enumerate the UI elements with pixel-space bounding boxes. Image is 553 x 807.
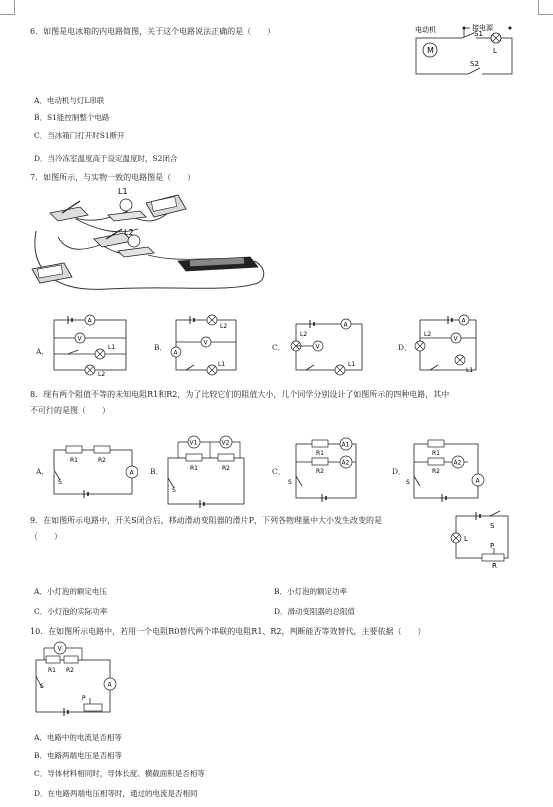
svg-text:L1: L1 bbox=[118, 187, 128, 196]
q8-stem-line2: 不可行的是图（ ） bbox=[30, 406, 110, 415]
svg-text:L2: L2 bbox=[124, 228, 134, 237]
q8-option-c-circuit[interactable] bbox=[284, 436, 368, 504]
q10-option-a[interactable]: A．电路中的电流是否相等 bbox=[34, 733, 122, 742]
q9-stem-line1: 9．在如图所示电路中，开关S闭合后，移动滑动变阻器的滑片P，下列各物理量中大小发生改变的是 bbox=[30, 516, 382, 525]
q8-option-b-circuit[interactable] bbox=[160, 432, 250, 508]
switch-icon bbox=[490, 511, 500, 516]
svg-text:A1: A1 bbox=[341, 441, 350, 449]
source-caption: 接电源 bbox=[472, 24, 493, 32]
svg-text:V: V bbox=[57, 645, 62, 653]
q7-option-a-circuit[interactable] bbox=[50, 312, 132, 376]
svg-text:A2: A2 bbox=[341, 459, 350, 467]
q7-option-d-letter[interactable]: D． bbox=[398, 343, 412, 352]
q9-option-b[interactable]: B．小灯泡的额定功率 bbox=[274, 587, 348, 596]
q8-option-d-circuit[interactable] bbox=[404, 436, 490, 504]
q10-figure-circuit bbox=[30, 636, 120, 720]
svg-text:V: V bbox=[315, 343, 320, 351]
svg-text:P: P bbox=[490, 542, 495, 550]
q7-option-b-circuit[interactable] bbox=[166, 312, 244, 376]
motor-caption: 电动机 bbox=[415, 26, 436, 34]
q8-option-a-circuit[interactable] bbox=[48, 440, 138, 500]
svg-text:R1: R1 bbox=[70, 457, 78, 464]
svg-text:L2: L2 bbox=[98, 371, 106, 376]
svg-text:S1: S1 bbox=[474, 30, 483, 38]
svg-text:R1: R1 bbox=[316, 450, 324, 457]
q8-option-a-letter[interactable]: A． bbox=[36, 467, 49, 476]
svg-text:M: M bbox=[427, 46, 434, 55]
q7-option-a-letter[interactable]: A． bbox=[36, 347, 49, 356]
q7-option-b-letter[interactable]: B． bbox=[154, 343, 168, 352]
q8-stem-line1: 8．现有两个阻值不等的未知电阻R1和R2，为了比较它们的阻值大小，几个同学分别设计了如图所示的四种电路，其中 bbox=[30, 390, 450, 399]
q10-stem: 10．在如图所示电路中，若用一个电阻R0替代两个串联的电阻R1、R2，判断能否等效替代，主要依据（ ） bbox=[30, 627, 426, 636]
svg-text:S2: S2 bbox=[470, 60, 479, 68]
q8-option-c-letter[interactable]: C． bbox=[272, 467, 286, 476]
svg-text:V: V bbox=[77, 335, 82, 343]
bulb-l1-icon bbox=[120, 199, 132, 211]
q9-stem-line2: （ ） bbox=[30, 532, 62, 541]
svg-text:L: L bbox=[493, 47, 497, 55]
q6-option-c[interactable]: C．当冰箱门打开时S1断开 bbox=[34, 131, 125, 140]
svg-text:P: P bbox=[82, 695, 86, 702]
svg-text:L1: L1 bbox=[348, 361, 356, 368]
svg-text:A: A bbox=[343, 321, 348, 329]
svg-text:S: S bbox=[406, 479, 410, 486]
svg-text:A: A bbox=[87, 317, 92, 325]
rheostat-icon bbox=[482, 554, 504, 561]
svg-text:A2: A2 bbox=[453, 459, 462, 467]
svg-text:L1: L1 bbox=[218, 361, 226, 368]
svg-text:L2: L2 bbox=[424, 331, 432, 338]
q6-option-d[interactable]: D．当冷冻室温度高于设定温度时，S2闭合 bbox=[34, 154, 178, 163]
q9-option-a[interactable]: A．小灯泡的额定电压 bbox=[34, 587, 107, 596]
svg-text:A: A bbox=[173, 349, 178, 357]
svg-text:V1: V1 bbox=[189, 439, 198, 447]
q7-option-c-circuit[interactable] bbox=[286, 312, 372, 376]
q9-figure-circuit bbox=[446, 508, 516, 568]
svg-text:A: A bbox=[461, 317, 466, 325]
svg-text:R1: R1 bbox=[48, 667, 56, 674]
q6-figure-fridge-circuit bbox=[412, 22, 516, 78]
q6-option-b[interactable]: B．S1能控制整个电路 bbox=[34, 113, 110, 122]
q10-option-c[interactable]: C．导体材料相同时，导体长度、横截面积是否相等 bbox=[34, 769, 205, 778]
svg-text:V: V bbox=[453, 335, 458, 343]
svg-text:L1: L1 bbox=[108, 344, 116, 351]
svg-text:R1: R1 bbox=[432, 450, 440, 457]
corner-mark-left bbox=[0, 0, 15, 15]
svg-text:S: S bbox=[172, 487, 176, 494]
svg-text:L2: L2 bbox=[220, 323, 228, 330]
q10-option-b[interactable]: B．电路两端电压是否相等 bbox=[34, 751, 123, 760]
svg-text:R2: R2 bbox=[316, 468, 324, 475]
q8-option-b-letter[interactable]: B． bbox=[150, 467, 164, 476]
svg-text:A: A bbox=[129, 469, 134, 477]
q9-option-c[interactable]: C．小灯泡的实际功率 bbox=[34, 607, 108, 616]
svg-text:L: L bbox=[464, 535, 468, 543]
q8-option-d-letter[interactable]: D． bbox=[392, 467, 406, 476]
svg-text:S: S bbox=[40, 683, 44, 690]
svg-text:S: S bbox=[58, 479, 62, 486]
q7-option-c-letter[interactable]: C． bbox=[272, 343, 286, 352]
svg-text:A: A bbox=[107, 681, 112, 689]
q7-option-d-circuit[interactable] bbox=[410, 312, 486, 376]
svg-text:V: V bbox=[203, 339, 208, 347]
svg-text:L1: L1 bbox=[466, 367, 474, 374]
svg-text:R2: R2 bbox=[222, 465, 230, 472]
q6-stem: 6．如图是电冰箱的内电路简图，关于这个电路说法正确的是（ ） bbox=[30, 27, 276, 36]
svg-text:S: S bbox=[490, 522, 495, 530]
svg-text:R2: R2 bbox=[432, 468, 440, 475]
svg-text:R2: R2 bbox=[66, 667, 74, 674]
svg-text:R: R bbox=[492, 562, 497, 568]
svg-text:R2: R2 bbox=[98, 457, 106, 464]
svg-text:A: A bbox=[475, 477, 480, 485]
q6-option-a[interactable]: A．电动机与灯L串联 bbox=[34, 96, 105, 105]
q7-stem: 7．如图所示，与实物一致的电路图是（ ） bbox=[30, 173, 196, 182]
svg-text:S: S bbox=[288, 479, 292, 486]
q10-option-d[interactable]: D．在电路两端电压相等时，通过的电流是否相同 bbox=[34, 789, 198, 798]
corner-mark-right bbox=[538, 0, 553, 15]
q9-option-d[interactable]: D．滑动变阻器的总阻值 bbox=[274, 607, 356, 616]
svg-text:V2: V2 bbox=[221, 439, 230, 447]
q7-figure-physical-circuit bbox=[28, 185, 268, 300]
svg-text:R1: R1 bbox=[190, 465, 198, 472]
rheostat-icon bbox=[84, 704, 102, 711]
svg-text:L2: L2 bbox=[300, 331, 308, 338]
